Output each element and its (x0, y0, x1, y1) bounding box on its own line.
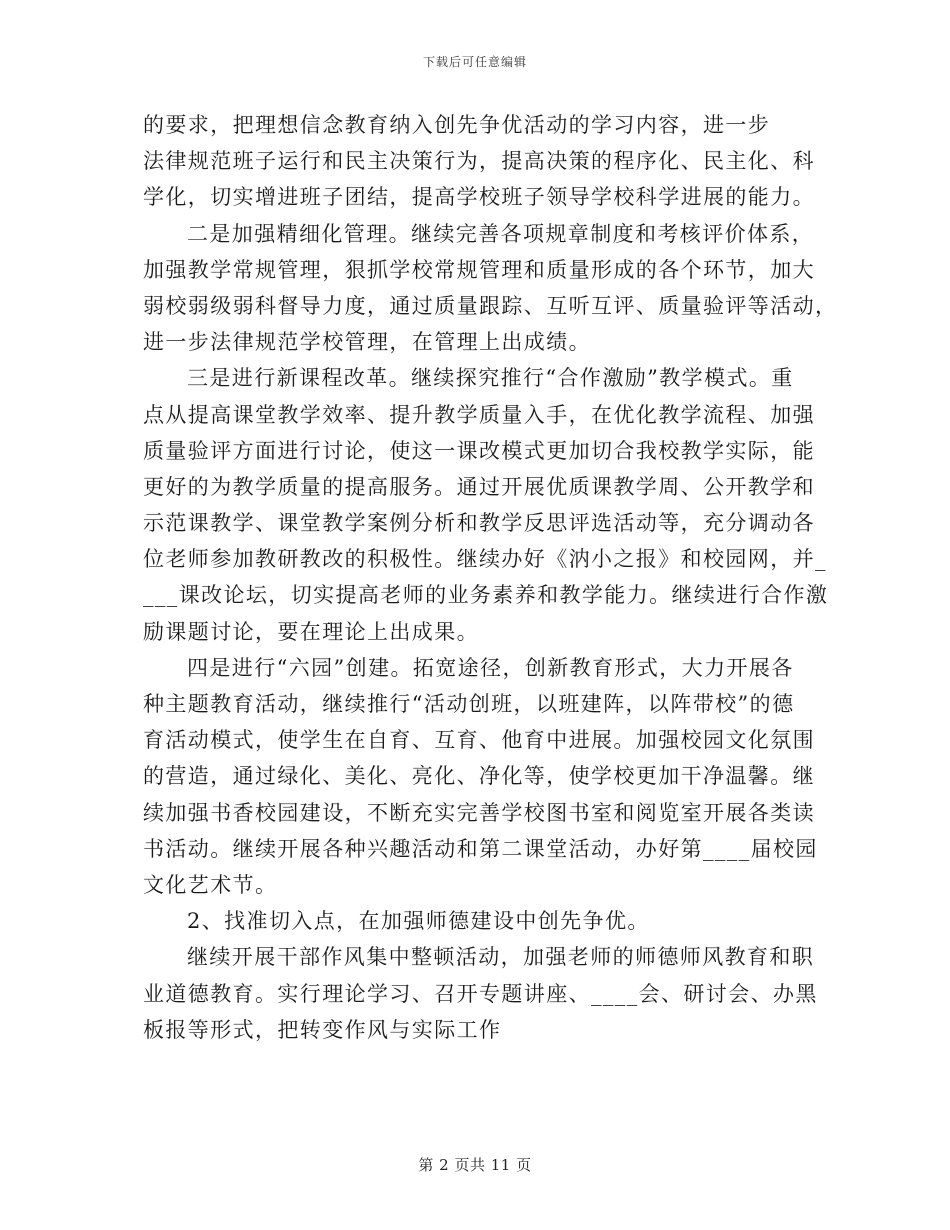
text-line: 育活动模式，使学生在自育、互育、他育中进展。加强校园文化氛围 (143, 728, 815, 753)
text-line: 书活动。继续开展各种兴趣活动和第二课堂活动，办好第____届校园 (143, 836, 818, 861)
text-line: 弱校弱级弱科督导力度，通过质量跟踪、互听互评、质量验评等活动， (143, 293, 838, 318)
text-line: 加强教学常规管理，狠抓学校常规管理和质量形成的各个环节，加大 (143, 257, 815, 282)
text-line: 的要求，把理想信念教育纳入创先争优活动的学习内容，进一步 (143, 113, 771, 137)
text-line: ___课改论坛，切实提高老师的业务素养和教学能力。继续进行合作激 (143, 583, 829, 608)
text-line: 更好的为教学质量的提高服务。通过开展优质课教学周、公开教学和 (143, 474, 815, 499)
text-line: 学化，切实增进班子团结，提高学校班子领导学校科学进展的能力。 (143, 185, 815, 210)
text-line: 点从提高课堂教学效率、提升教学质量入手，在优化教学流程、加强 (143, 402, 815, 427)
text-line: 进一步法律规范学校管理，在管理上出成绩。 (143, 330, 591, 355)
text-line: 质量验评方面进行讨论，使这一课改模式更加切合我校教学实际，能 (143, 438, 815, 463)
text-line: 励课题讨论，要在理论上出成果。 (143, 619, 479, 644)
text-line: 业道德教育。实行理论学习、召开专题讲座、____会、研讨会、办黑 (143, 981, 818, 1006)
paragraph-start-line: 继续开展干部作风集中整顿活动，加强老师的师德师风教育和职 (187, 945, 815, 970)
paragraph-start-line: 二是加强精细化管理。继续完善各项规章制度和考核评价体系， (187, 221, 815, 246)
text-line: 续加强书香校园建设，不断充实完善学校图书室和阅览室开展各类读 (143, 800, 815, 825)
text-line: 板报等形式，把转变作风与实际工作 (143, 1017, 502, 1042)
text-line: 示范课教学、课堂教学案例分析和教学反思评选活动等，充分调动各 (143, 511, 815, 536)
text-line: 位老师参加教研教改的积极性。继续办好《汭小之报》和校园网，并_ (143, 547, 827, 572)
page-footer: 第 2 页共 11 页 (418, 1156, 532, 1174)
document-body (143, 107, 838, 1048)
text-line: 文化艺术节。 (143, 872, 278, 897)
text-line: 法律规范班子运行和民主决策行为，提高决策的程序化、民主化、科 (143, 149, 815, 174)
page-header: 下载后可任意编辑 (422, 55, 527, 69)
section-heading-line: 2、找准切入点，在加强师德建设中创先争优。 (187, 909, 650, 934)
text-line: 种主题教育活动，继续推行“活动创班，以班建阵，以阵带校”的德 (143, 692, 795, 716)
paragraph-start-line: 四是进行“六园”创建。拓宽途径，创新教育形式，大力开展各 (187, 655, 794, 680)
text-line: 的营造，通过绿化、美化、亮化、净化等，使学校更加干净温馨。继 (143, 764, 815, 789)
paragraph-start-line: 三是进行新课程改革。继续探究推行“合作激励”教学模式。重 (187, 366, 794, 391)
